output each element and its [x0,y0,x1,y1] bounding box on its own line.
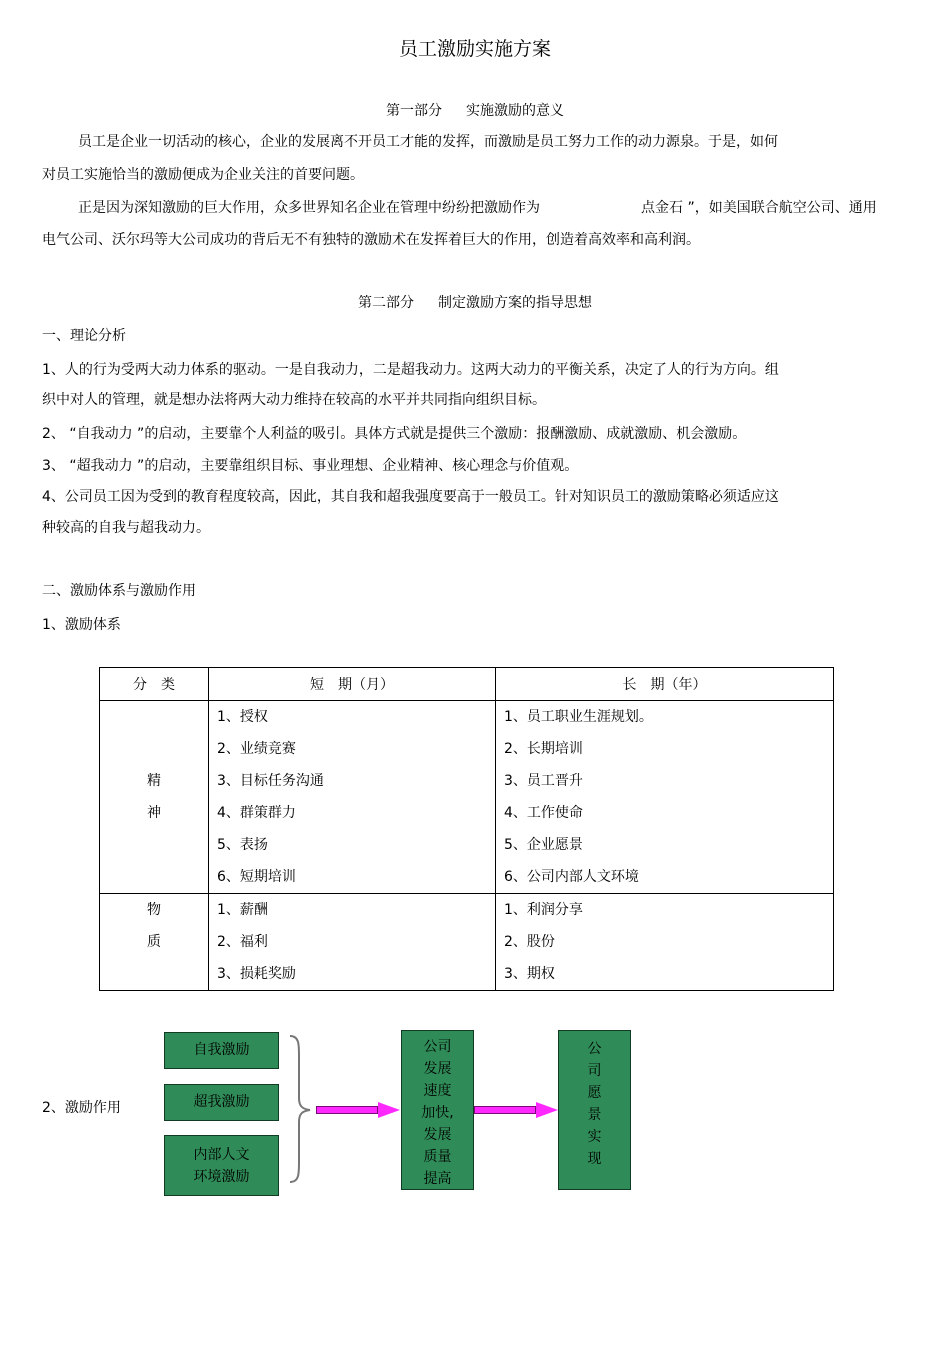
box-superego-incentive [164,1084,279,1121]
table-row-material [100,894,834,991]
part2-number: 第二部分 [358,295,414,311]
theory-item2: 2、 “自我动力 ”的启动，主要靠个人利益的吸引。具体方式就是提供三个激励：报酬激励、成就激励、机会激励。 [42,426,747,442]
category-char: 物 [147,902,161,918]
list-item: 2、股份 [504,934,555,950]
list-item: 6、短期培训 [217,869,296,885]
list-item: 2、福利 [217,934,268,950]
box-label: 公 [587,1041,602,1057]
system-label: 1、激励体系 [42,617,121,633]
list-item: 2、长期培训 [504,741,583,757]
box-label: 愿 [587,1085,602,1101]
short-term-cell [209,894,496,991]
list-item: 2、业绩竞赛 [217,741,296,757]
list-item: 5、表扬 [217,837,268,853]
sub-heading-theory: 一、理论分析 [42,328,126,344]
part2-title: 制定激励方案的指导思想 [438,295,592,311]
box-label: 景 [587,1107,602,1123]
box-self-incentive [164,1032,279,1069]
box-label: 发展 [423,1127,452,1143]
incentive-table [99,667,834,991]
box-label: 提高 [423,1171,452,1187]
box-label: 超我激励 [193,1094,250,1110]
arrow-1 [316,1106,378,1114]
part1-p2-line1a: 正是因为深知激励的巨大作用，众多世界知名企业在管理中纷纷把激励作为 [78,200,540,216]
box-culture-incentive [164,1135,279,1196]
theory-item1-line1: 1、人的行为受两大动力体系的驱动。一是自我动力，二是超我动力。这两大动力的平衡关系，决定了人的行为方向。组 [42,362,779,378]
theory-item3: 3、 “超我动力 ”的启动，主要靠组织目标、事业理想、企业精神、核心理念与价值观。 [42,458,579,474]
part1-title: 实施激励的意义 [466,103,564,119]
page-title: 员工激励实施方案 [398,38,551,60]
table-row-spiritual [100,701,834,894]
list-item: 4、群策群力 [217,805,296,821]
effect-label: 2、激励作用 [42,1100,121,1116]
list-item: 4、工作使命 [504,805,583,821]
header-long-term: 长 期（年） [496,668,834,701]
arrow-2-head [536,1102,558,1118]
part1-p1-line2: 对员工实施恰当的激励便成为企业关注的首要问题。 [42,167,364,183]
short-term-cell [209,701,496,894]
list-item: 1、员工职业生涯规划。 [504,709,653,725]
part1-p2-line1b: 点金石 ”，如美国联合航空公司、通用 [641,200,877,216]
header-category: 分 类 [100,668,209,701]
list-item: 5、企业愿景 [504,837,583,853]
box-label: 公司 [423,1039,452,1055]
header-short-term: 短 期（月） [209,668,496,701]
list-item: 3、目标任务沟通 [217,773,324,789]
list-item: 3、期权 [504,966,555,982]
theory-item4-line1: 4、公司员工因为受到的教育程度较高，因此，其自我和超我强度要高于一般员工。针对知识员工的激励策略必须适应这 [42,489,779,505]
box-label: 自我激励 [193,1042,250,1058]
list-item: 1、授权 [217,709,268,725]
list-item: 1、利润分享 [504,902,583,918]
section-heading-part1 [0,100,950,120]
table-header-row [100,668,834,701]
box-label: 质量 [423,1149,452,1165]
list-item: 6、公司内部人文环境 [504,869,639,885]
section-heading-part2 [0,292,950,312]
category-char: 神 [147,805,161,821]
sub-heading-system: 二、激励体系与激励作用 [42,583,196,599]
box-vision-realized [558,1030,631,1190]
category-material [100,894,209,991]
box-label: 环境激励 [193,1169,250,1185]
box-label: 实 [587,1129,602,1145]
category-spiritual [100,701,209,894]
part1-p2-line2: 电气公司、沃尔玛等大公司成功的背后无不有独特的激励术在发挥着巨大的作用，创造着高效率和高利润。 [42,232,700,248]
category-char: 精 [147,773,161,789]
arrow-1-head [378,1102,400,1118]
theory-item4-line2: 种较高的自我与超我动力。 [42,520,210,536]
part1-p1-line1: 员工是企业一切活动的核心，企业的发展离不开员工才能的发挥，而激励是员工努力工作的动力源泉。于是，如何 [78,134,778,150]
box-label: 司 [587,1063,602,1079]
box-label: 速度 [423,1083,452,1099]
arrow-2 [474,1106,536,1114]
category-char: 质 [147,934,161,950]
box-label: 加快, [421,1105,454,1121]
box-label: 内部人文 [193,1147,250,1163]
curly-brace [286,1034,316,1184]
theory-item1-line2: 织中对人的管理，就是想办法将两大动力维持在较高的水平并共同指向组织目标。 [42,392,546,408]
box-company-development [401,1030,474,1190]
long-term-cell [496,894,834,991]
list-item: 3、损耗奖励 [217,966,296,982]
list-item: 3、员工晋升 [504,773,583,789]
long-term-cell [496,701,834,894]
box-label: 现 [587,1151,602,1167]
box-label: 发展 [423,1061,452,1077]
part1-number: 第一部分 [386,103,442,119]
list-item: 1、薪酬 [217,902,268,918]
